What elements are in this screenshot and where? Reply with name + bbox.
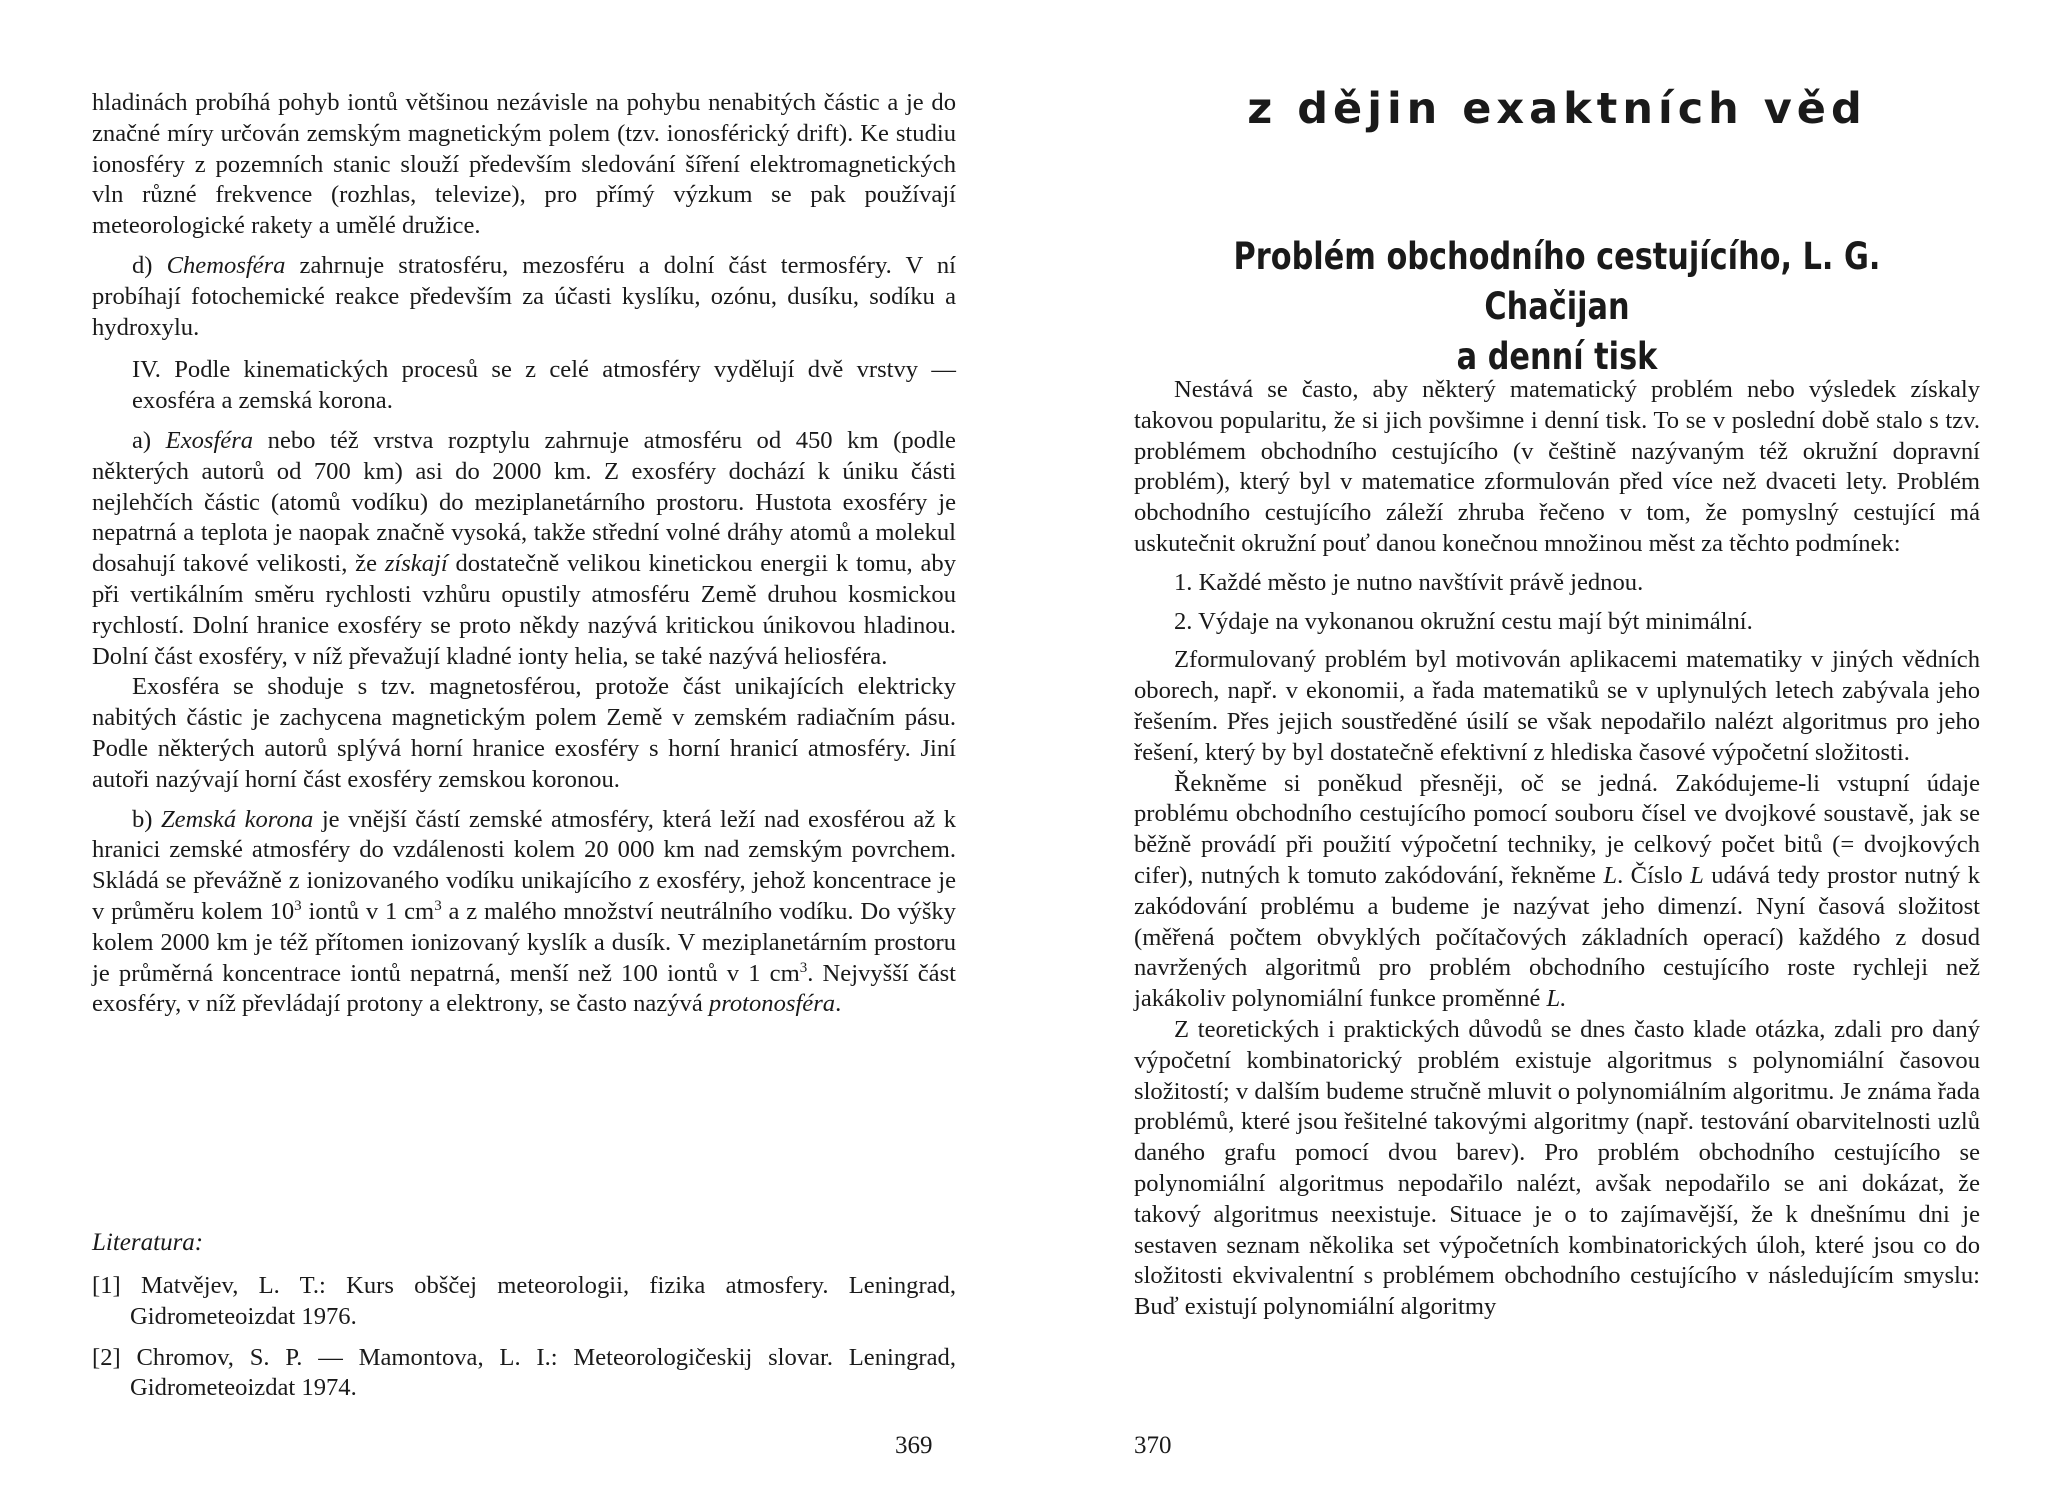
paragraph-kinematic: IV. Podle kinematických procesů se z celé atmosféry vydělují dvě vrstvy — exosféra a zemská korona. bbox=[132, 356, 956, 415]
paragraph-text: zahrnuje stratosféru, mezosféru a dolní část termosféry. V ní probíhají fotochemické reakce především za účasti kyslíku, ozónu, dusíku, sodíku a hydroxylu. bbox=[92, 251, 956, 341]
paragraph-polynomial: Z teoretických i praktických důvodů se dnes často klade otázka, zdali pro daný výpočetní kombinatorický problém existuje algoritmus s polynomiální časovou složitostí; v dalším budeme stručně mluvit o polynomiálním algoritmu. Je známa řada problémů, které jsou řešitelné takovými algoritmy (např. testování obarvitelnosti uzlů daného grafu pomocí dvou barev). Pro problém obchodního cestujícího se polynomiální algoritmus nepodařilo nalézt, avšak nepodařilo se ani dokázat, že takový algoritmus neexistuje. Situace je o to zajímavější, že k dnešnímu dni je sestaven seznam několika set výpočetních kombinatorických úloh, které jsou co do složitosti ekvivalentní s problémem obchodního cestujícího v následujícím smyslu: Buď existují polynomiální algoritmy bbox=[1134, 1015, 1980, 1321]
item-label: b) bbox=[132, 805, 153, 833]
term-ziskaji: získají bbox=[384, 550, 448, 578]
article-title-line: a denní tisk bbox=[1456, 335, 1658, 378]
paragraph-text: a z malého množství neutrálního vodíku. Do výšky kolem 2000 km je též přítomen ionizovaný kyslík a dusík. V meziplanetárním prostoru je průměrná koncentrace iontů nepatrná, menší než 100 iontů v 1 cm bbox=[92, 897, 956, 987]
left-body-text bbox=[92, 88, 956, 1020]
paragraph-text: . Nejvyšší část exosféry, v níž převládají protony a elektrony, se často nazývá bbox=[92, 959, 956, 1018]
paragraph-text: je vnější částí zemské atmosféry, která leží nad exosférou až k hranici zemské atmosféry do vzdálenosti kolem 20 000 km nad zemským povrchem. Skládá se převážně z ionizovaného vodíku unikajícího z exosféry, jehož koncentrace je v průměru kolem 10 bbox=[92, 805, 956, 925]
condition-item: 1. Každé město je nutno navštívit právě jednou. bbox=[1174, 568, 1644, 596]
paragraph-intro: Nestává se často, aby některý matematický problém nebo výsledek získaly takovou popularitu, že si jich povšimne i denní tisk. To se v poslední době stalo s tzv. problémem obchodního cestujícího (v češtině nazývaným též okružní dopravní problém), který byl v matematice zformulován před více než dvaceti lety. Problém obchodního cestujícího záleží zhruba řečeno v tom, že pomyslný cestující má uskutečnit okružní pouť danou konečnou množinou měst za těchto podmínek: bbox=[1134, 376, 1980, 557]
item-label: a) bbox=[132, 426, 152, 454]
variable-l: L. bbox=[1546, 985, 1567, 1013]
superscript: 3 bbox=[799, 959, 808, 976]
paragraph-motivation: Zformulovaný problém byl motivován aplikacemi matematiky v jiných vědních oborech, např. v ekonomii, a řada matematiků se v uplynulých letech zabývala jeho řešením. Přes jejich soustředěné úsilí se však nepodařilo nalézt algoritmus pro jeho řešení, který by byl dostatečně efektivní z hlediska časové výpočetní složitosti. bbox=[1134, 646, 1980, 766]
references-list bbox=[92, 1271, 956, 1414]
item-label: d) bbox=[132, 251, 153, 279]
paragraph-text: iontů v 1 cm bbox=[308, 897, 435, 925]
article-title bbox=[1210, 232, 1904, 382]
variable-l: L bbox=[1603, 861, 1618, 889]
page-number: 370 bbox=[1134, 1432, 1172, 1459]
superscript: 3 bbox=[294, 897, 302, 914]
paragraph-corona bbox=[92, 805, 956, 1021]
condition-item: 2. Výdaje na vykonanou okružní cestu mají být minimální. bbox=[1174, 607, 1753, 635]
term-chemosphere: Chemosféra bbox=[166, 251, 286, 279]
paragraph-definition bbox=[1134, 769, 1980, 1015]
reference-item: [2] Chromov, S. P. — Mamontova, L. I.: Meteorologičeskij slovar. Leningrad, Gidrometeoizdat 1974. bbox=[92, 1343, 956, 1402]
paragraph-text: dostatečně velikou kinetickou energii k tomu, aby při vertikálním směru rychlosti vzhůru opustily atmosféru Země druhou kosmickou rychlostí. Dolní hranice exosféry se proto někdy nazývá kritickou únikovou hladinou. Dolní část exosféry, v níž převažují kladné ionty helia, se také nazývá heliosféra. bbox=[92, 550, 957, 670]
paragraph-exosphere bbox=[92, 426, 956, 672]
term-protonosphere: protonosféra bbox=[708, 990, 836, 1018]
variable-l: L bbox=[1690, 861, 1704, 889]
article-title-line: Problém obchodního cestujícího, L. G. Chačijan bbox=[1233, 235, 1881, 328]
paragraph-magnetosphere: Exosféra se shoduje s tzv. magnetosférou, protože část unikajících elektricky nabitých částic je zachycena magnetickým polem Země v zemském radiačním pásu. Podle některých autorů splývá horní hranice exosféry s horní hranicí atmosféry. Jiní autoři nazývají horní část exosféry zemskou koronou. bbox=[92, 673, 956, 793]
page-number: 369 bbox=[895, 1432, 933, 1459]
paragraph-chemosphere bbox=[92, 251, 956, 343]
paragraph-text: Řekněme si poněkud přesněji, oč se jedná. Zakódujeme-li vstupní údaje problému obchodního cestujícího pomocí souboru čísel ve dvojkové soustavě, jak se běžně provádí při použití výpočetní techniky, je celkový počet bitů (= dvojkových cifer), nutných k tomuto zakódování, řekněme bbox=[1134, 769, 1980, 889]
paragraph-text: nebo též vrstva rozptylu zahrnuje atmosféru od 450 km (podle některých autorů od 700 km) asi do 2000 km. Z exosféry dochází k úniku části nejlehčích částic (atomů vodíku) do meziplanetárního prostoru. Hustota exosféry je nepatrná a teplota je naopak značně vysoká, takže střední volné dráhy atomů a molekul dosahují takové velikosti, že bbox=[92, 426, 956, 578]
section-heading: z dějin exaktních věd bbox=[1247, 84, 1867, 134]
right-body-text bbox=[1134, 375, 1980, 1323]
term-exosphere: Exosféra bbox=[165, 426, 254, 454]
paragraph-ionosphere: hladinách probíhá pohyb iontů většinou nezávisle na pohybu nenabitých částic a je do značné míry určován zemským magnetickým polem (tzv. ionosférický drift). Ke studiu ionosféry z pozemních stanic slouží především sledování šíření elektromagnetických vln různé frekvence (rozhlas, televize), pro přímý výzkum se pak používají meteorologické rakety a umělé družice. bbox=[92, 89, 956, 240]
reference-item: [1] Matvějev, L. T.: Kurs obščej meteorologii, fizika atmosfery. Leningrad, Gidrometeoizdat 1976. bbox=[92, 1272, 956, 1330]
paragraph-text: . Číslo bbox=[1617, 861, 1683, 889]
literature-heading: Literatura: bbox=[92, 1229, 204, 1256]
punctuation: . bbox=[835, 990, 842, 1018]
right-page bbox=[1134, 0, 1980, 1500]
paragraph-text: udává tedy prostor nutný k zakódování problému a budeme je nazývat jeho dimenzí. Nyní časová složitost (měřená počtem obvyklých počítačových základních operací) každého z dosud navržených algoritmů pro problém obchodního cestujícího roste rychleji než jakákoliv polynomiální funkce proměnné bbox=[1134, 861, 1980, 1013]
term-corona: Zemská korona bbox=[160, 805, 314, 833]
superscript: 3 bbox=[434, 897, 442, 914]
left-page bbox=[92, 0, 956, 1500]
